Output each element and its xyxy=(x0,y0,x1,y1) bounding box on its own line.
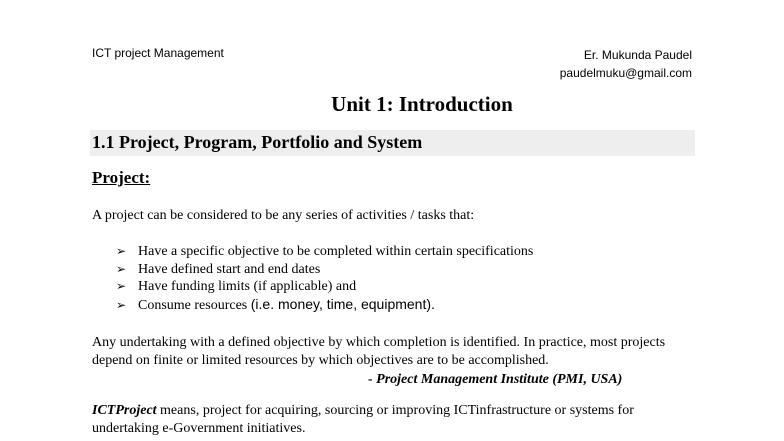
list-item xyxy=(116,261,533,279)
bullet-text: Have a specific objective to be completed within certain specifications xyxy=(138,244,534,259)
bullet-text: Have defined start and end dates xyxy=(138,261,321,277)
unit-title: Unit 1: Introduction xyxy=(331,92,513,116)
list-item xyxy=(116,243,533,261)
section-title: 1.1 Project, Program, Portfolio and System xyxy=(92,132,423,152)
arrow-bullet-icon: ➢ xyxy=(116,297,127,312)
arrow-bullet-icon: ➢ xyxy=(116,261,127,276)
header-course: ICT project Management xyxy=(92,46,224,60)
definition-attribution: - Project Management Institute (PMI, USA) xyxy=(368,372,623,387)
project-heading: Project: xyxy=(92,168,151,187)
bullet-text-tail: (i.e. money, time, equipment). xyxy=(250,295,435,312)
header-email: paudelmuku@gmail.com xyxy=(559,66,692,80)
bullet-text: Consume resources xyxy=(138,297,251,313)
header-author: Er. Mukunda Paudel xyxy=(583,48,692,62)
project-intro: A project can be considered to be any series of activities / tasks that: xyxy=(92,208,475,223)
ict-project-text: means, project for acquiring, sourcing or improving ICTinfrastructure or systems for undertaking e-Government initiatives. xyxy=(92,403,634,436)
project-bullet-list xyxy=(116,243,533,313)
list-item xyxy=(116,296,533,314)
header-author-block xyxy=(560,46,692,82)
project-definition: Any undertaking with a defined objective by which completion is identified. In practice, most projects depend on finite or limited resources by which objectives are to be accomplished. xyxy=(92,335,666,368)
bullet-text: Have funding limits (if applicable) and xyxy=(138,279,357,294)
arrow-bullet-icon: ➢ xyxy=(116,244,127,258)
list-item xyxy=(116,278,533,296)
ict-project-definition xyxy=(92,402,702,438)
ict-project-term: ICTProject xyxy=(92,403,157,418)
arrow-bullet-icon: ➢ xyxy=(116,279,127,293)
